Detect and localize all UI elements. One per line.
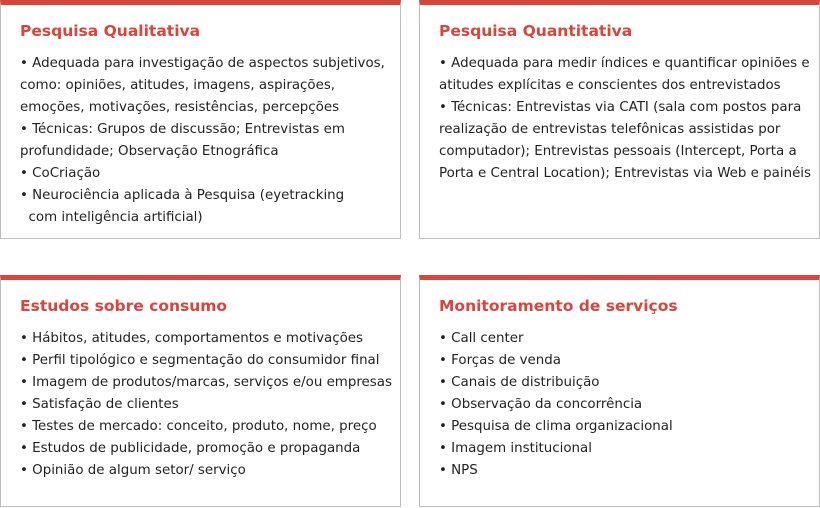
list-item: • Observação da concorrência	[439, 397, 643, 412]
list-line: computador); Entrevistas pessoais (Intercept, Porta a	[439, 144, 797, 159]
card-pesquisa-qualitativa	[0, 0, 401, 239]
list-item: • Pesquisa de clima organizacional	[439, 419, 673, 434]
list-line: atitudes explícitas e conscientes dos entrevistados	[439, 78, 781, 93]
list-item: • NPS	[439, 463, 478, 478]
card-pesquisa-quantitativa	[419, 0, 820, 239]
list-line: • Técnicas: Entrevistas via CATI (sala com postos para	[439, 100, 802, 115]
card-list	[439, 53, 811, 185]
list-line: Porta e Central Location); Entrevistas via Web e painéis	[439, 166, 812, 181]
list-item: • Testes de mercado: conceito, produto, nome, preço	[20, 419, 377, 434]
card-title: Monitoramento de serviços	[439, 297, 678, 315]
list-item: • Call center	[439, 331, 524, 346]
list-item: • Estudos de publicidade, promoção e propaganda	[20, 441, 361, 456]
list-line: emoções, motivações, resistências, percepções	[20, 100, 340, 115]
card-title: Pesquisa Qualitativa	[20, 22, 201, 40]
list-line: realização de entrevistas telefônicas assistidas por	[439, 122, 781, 137]
list-line: • Adequada para investigação de aspectos subjetivos,	[20, 56, 385, 71]
list-item: • Hábitos, atitudes, comportamentos e motivações	[20, 331, 364, 346]
card-estudos-sobre-consumo	[0, 275, 401, 507]
card-list	[20, 53, 392, 229]
list-line: • CoCriação	[20, 166, 101, 181]
card-title: Pesquisa Quantitativa	[439, 22, 633, 40]
list-line: como: opiniões, atitudes, imagens, aspirações,	[20, 78, 336, 93]
list-line: • Técnicas: Grupos de discussão; Entrevistas em	[20, 122, 345, 137]
list-item: • Forças de venda	[439, 353, 561, 368]
list-line: profundidade; Observação Etnográfica	[20, 144, 279, 159]
list-item: • Perfil tipológico e segmentação do consumidor final	[20, 353, 380, 368]
list-item: • Opinião de algum setor/ serviço	[20, 463, 246, 478]
list-item: • Imagem institucional	[439, 441, 592, 456]
list-line: • Neurociência aplicada à Pesquisa (eyetracking	[20, 188, 345, 203]
list-line: • Adequada para medir índices e quantificar opiniões e	[439, 56, 810, 71]
list-item: • Satisfação de clientes	[20, 397, 179, 412]
card-title: Estudos sobre consumo	[20, 297, 228, 315]
card-monitoramento-de-servicos	[419, 275, 820, 507]
list-item: • Imagem de produtos/marcas, serviços e/ou empresas	[20, 375, 392, 390]
card-list	[439, 328, 811, 482]
list-line: com inteligência artificial)	[20, 210, 203, 225]
card-list	[20, 328, 392, 482]
list-item: • Canais de distribuição	[439, 375, 600, 390]
